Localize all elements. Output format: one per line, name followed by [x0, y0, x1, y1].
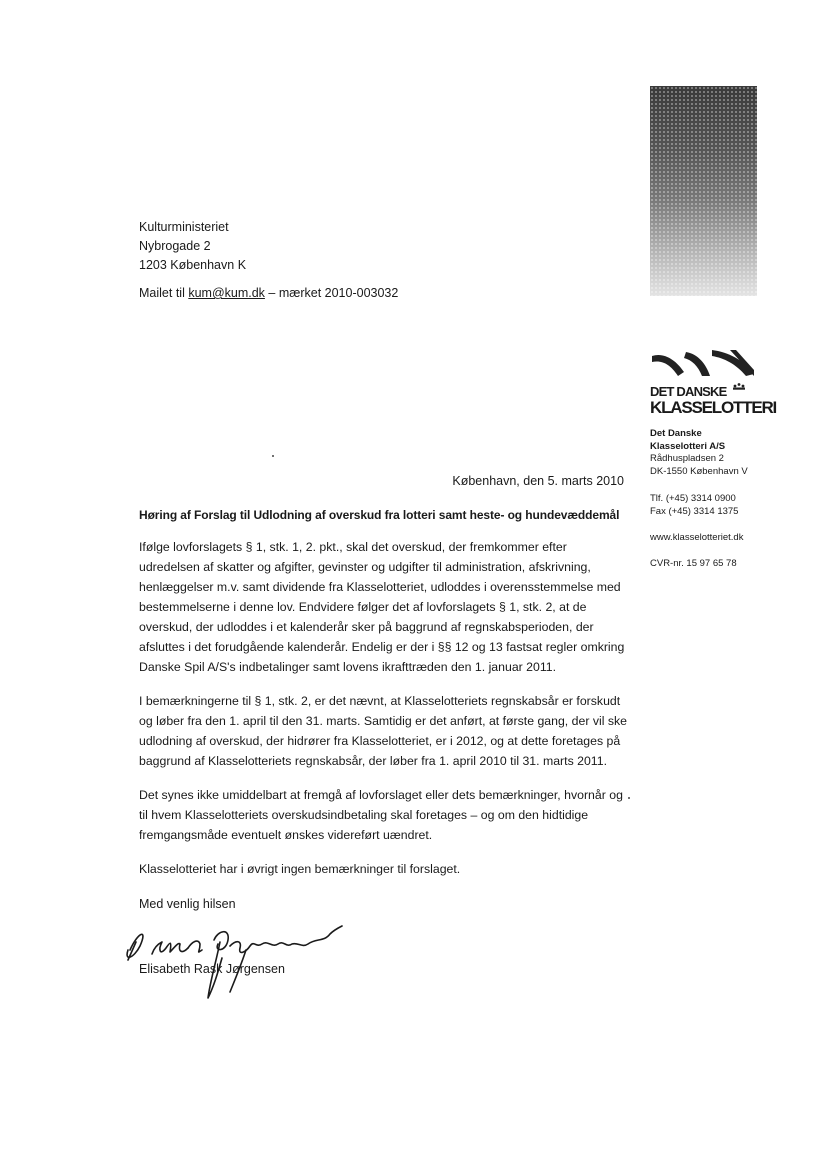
fax-line: Fax (+45) 3314 1375: [650, 505, 739, 517]
body-paragraph: Det synes ikke umiddelbart at fremgå af lovforslaget eller dets bemærkninger, hvornår og til hvem Klasselotteriets overskudsindbetaling skal foretages – og om den hidtidige fremgangsmåde eventuelt ønskes videreført uændret.: [139, 788, 623, 842]
mail-suffix: – mærket 2010-003032: [264, 286, 399, 300]
closing-greeting: Med venlig hilsen: [139, 897, 236, 911]
mail-prefix: Mailet til: [139, 286, 189, 300]
company-phone: [650, 493, 738, 518]
company-website[interactable]: www.klasselotteriet.dk: [650, 532, 744, 543]
letter-body: [139, 537, 629, 893]
signatory-name: Elisabeth Rask Jørgensen: [139, 962, 285, 976]
mail-line: [139, 286, 398, 300]
speck: [272, 455, 274, 457]
address-line: Rådhuspladsen 2: [650, 453, 724, 464]
company-cvr: CVR-nr. 15 97 65 78: [650, 558, 737, 569]
handwritten-signature: [118, 912, 358, 1007]
recipient-city: 1203 København K: [139, 258, 247, 272]
recipient-street: Nybrogade 2: [139, 239, 211, 253]
email-link[interactable]: kum@kum.dk: [188, 286, 265, 300]
company-name: [650, 428, 725, 453]
body-paragraph: Ifølge lovforslagets § 1, stk. 1, 2. pkt., skal det overskud, der fremkommer efter udredelsen af skatter og afgifter, gevinster og udgifter til administration, afskrivning, henlæggelser m.v. samt dividende fra Klasselotteriet, udloddes i overensstemmelse med bestemmelserne i denne lov. Endvidere følger det af lovforslagets § 1, stk. 2, at de overskud, der udloddes i et kalenderår sker på baggrund af regnskabsperioden, der afsluttes i det forudgående kalenderår. Endelig er der i §§ 12 og 13 fastsat regler omkring Danske Spil A/S's indbetalinger samt lovens ikrafttræden den 1. januar 2011.: [139, 540, 625, 674]
company-address: [650, 453, 748, 478]
body-paragraph: Klasselotteriet har i øvrigt ingen bemærkninger til forslaget.: [139, 862, 461, 876]
phone-line: Tlf. (+45) 3314 0900: [650, 493, 736, 504]
letter-date: København, den 5. marts 2010: [452, 474, 624, 488]
header-gradient-image: [650, 86, 757, 296]
letter-subject: Høring af Forslag til Udlodning af overskud fra lotteri samt heste- og hundevæddemål: [139, 508, 620, 522]
company-name-line: Klasselotteri A/S: [650, 440, 726, 452]
logo-text-top: DET DANSKE: [650, 384, 727, 399]
recipient-name: Kulturministeriet: [139, 220, 229, 234]
recipient-address: [139, 218, 246, 275]
body-paragraph: I bemærkningerne til § 1, stk. 2, er det nævnt, at Klasselotteriets regnskabsår er forskudt og løber fra den 1. april til den 31. marts. Samtidig er det anført, at første gang, der vil ske udlodning af overskud, der hidrører fra Klasselotteriet, er i 2012, og at dette foretages på baggrund af Klasselotteriets regnskabsår, der løber fra 1. april 2010 til 31. marts 2011.: [139, 694, 627, 768]
address-line: DK-1550 København V: [650, 465, 748, 477]
logo-text-bottom: KLASSELOTTERI: [650, 398, 777, 417]
company-name-line: Det Danske: [650, 428, 702, 439]
